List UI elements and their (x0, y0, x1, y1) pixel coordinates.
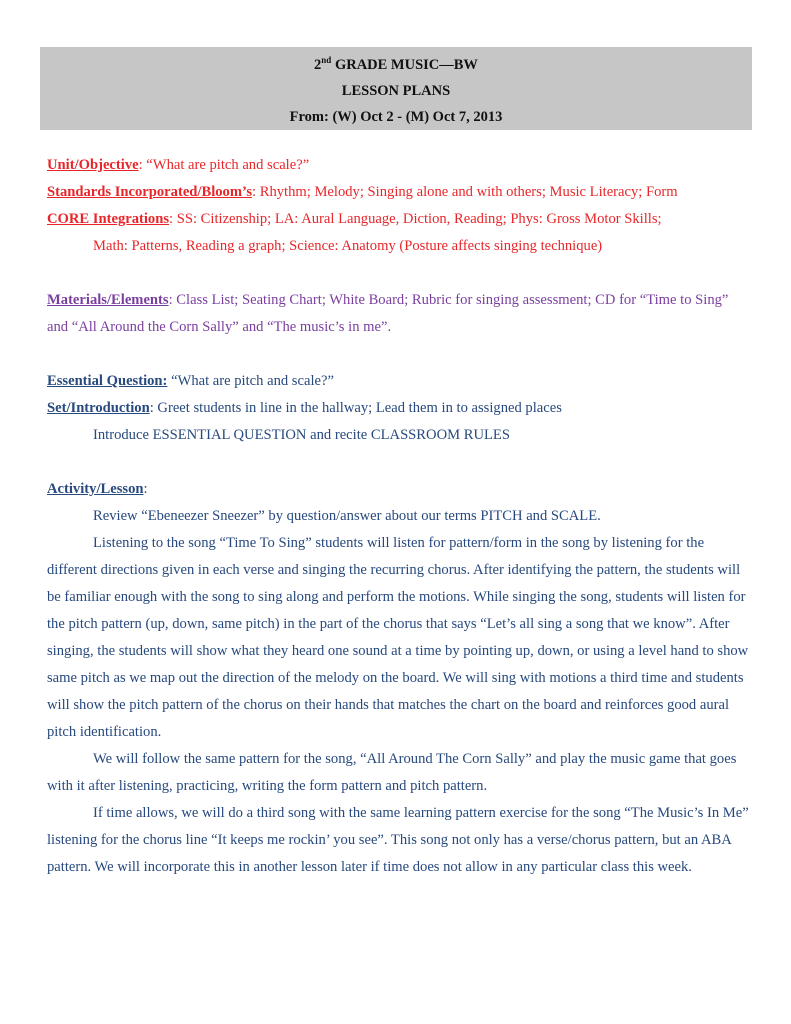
unit-objective-text: : “What are pitch and scale?” (138, 157, 310, 173)
core-integrations-text: : SS: Citizenship; LA: Aural Language, Diction, Reading; Phys: Gross Motor Skills; (169, 211, 662, 227)
header-grade-line (40, 52, 752, 78)
header-date-range: From: (W) Oct 2 - (M) Oct 7, 2013 (289, 109, 503, 125)
materials-text: : Class List; Seating Chart; White Board; Rubric for singing assessment; CD for “Time to Sing” and “All Around the Corn Sally” and “The music’s in me”. (47, 292, 729, 335)
core-integrations-label: CORE Integrations (47, 211, 170, 227)
activity-paragraph-4: If time allows, we will do a third song with the same learning pattern exercise for the song “The Music’s In Me” listening for the chorus line “It keeps me rockin’ you see”. This song not only has a verse/chorus pattern, but an ABA pattern. We will incorporate this in another lesson later if time does not allow in any particular class this week. (47, 805, 749, 875)
unit-objective (47, 152, 752, 179)
essential-question-label: Essential Question: (47, 373, 168, 389)
header-lesson-plans: LESSON PLANS (341, 83, 451, 99)
unit-objective-label: Unit/Objective (47, 157, 139, 173)
core-integrations-line2: Math: Patterns, Reading a graph; Science: Anatomy (Posture affects singing technique) (93, 238, 603, 254)
core-integrations (47, 206, 752, 233)
activity-lesson-colon: : (143, 481, 148, 497)
essential-question (47, 368, 752, 395)
set-introduction-line2: Introduce ESSENTIAL QUESTION and recite CLASSROOM RULES (93, 427, 510, 443)
header-box (40, 47, 752, 130)
activity-lesson-label: Activity/Lesson (47, 481, 144, 497)
set-introduction-label: Set/Introduction (47, 400, 150, 416)
activity-paragraph-3: We will follow the same pattern for the song, “All Around The Corn Sally” and play the music game that goes with it after listening, practicing, writing the form pattern and pitch pattern. (47, 751, 737, 794)
grade-title: GRADE MUSIC—BW (331, 57, 478, 73)
essential-question-text: “What are pitch and scale?” (167, 373, 334, 389)
activity-paragraph-1: Review “Ebeneezer Sneezer” by question/answer about our terms PITCH and SCALE. (93, 508, 601, 524)
grade-superscript: nd (321, 55, 332, 66)
standards (47, 179, 752, 206)
set-introduction-text: : Greet students in line in the hallway; Lead them in to assigned places (149, 400, 562, 416)
activity-paragraph-2: Listening to the song “Time To Sing” students will listen for pattern/form in the song by listening for the different directions given in each verse and singing the recurring chorus. After identifying the pattern, the students will be familiar enough with the song to sing along and perform the motions. While singing the song, students will listen for the pitch pattern (up, down, same pitch) in the part of the chorus that says “Let’s all sing a song that we know”. After singing, the students will show what they heard one sound at a time by pointing up, down, or using a level hand to show same pitch as we map out the direction of the melody on the board. We will sing with motions a third time and students will show the pitch pattern of the chorus on their hands that matches the chart on the board and reinforces good aural pitch identification. (47, 535, 749, 740)
materials-elements (47, 287, 752, 341)
standards-label: Standards Incorporated/Bloom’s (47, 184, 253, 200)
standards-text: : Rhythm; Melody; Singing alone and with others; Music Literacy; Form (252, 184, 678, 200)
document-body (47, 152, 752, 881)
grade-number: 2 (314, 57, 322, 73)
activity-lesson-heading (47, 476, 752, 503)
set-introduction (47, 395, 752, 422)
materials-label: Materials/Elements (47, 292, 169, 308)
